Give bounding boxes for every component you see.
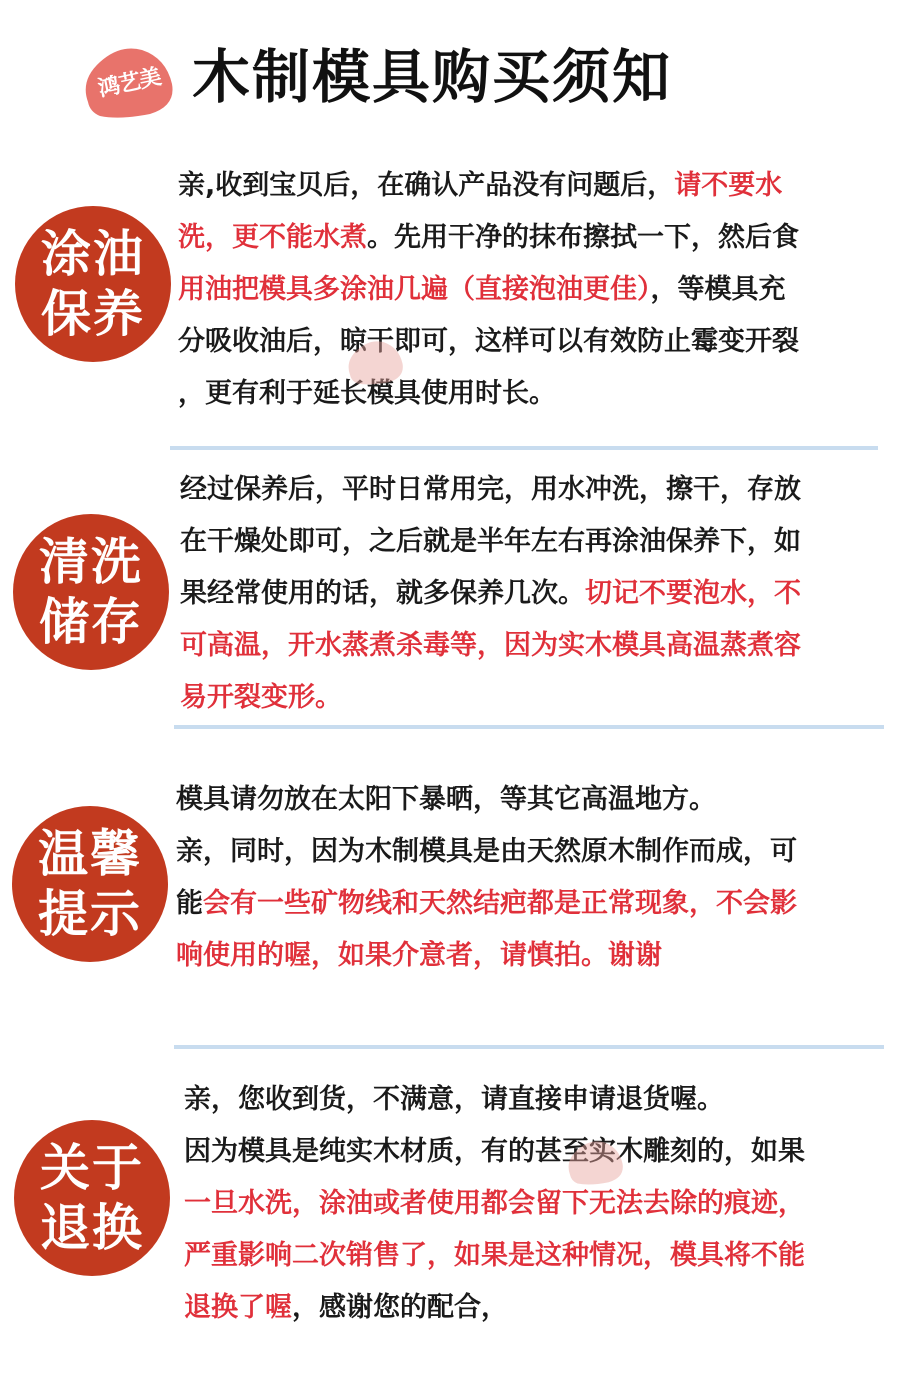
text-run: 果经常使用的话，就多保养几次。 [180, 578, 585, 609]
watermark-logo [565, 1135, 625, 1187]
badge-line: 清洗 [39, 533, 143, 591]
text-run-highlight: 会有一些矿物线和天然结疤都是正常现象，不会影 [203, 888, 797, 919]
text-run: 亲,收到宝贝后，在确认产品没有问题后， [178, 170, 675, 201]
section-divider [174, 1045, 884, 1049]
section-text-returns [184, 1074, 890, 1334]
text-line [178, 212, 888, 264]
badge-oil-care [15, 206, 171, 362]
text-line [178, 264, 888, 316]
text-run-highlight: 请不要水 [674, 170, 783, 201]
text-line [180, 568, 890, 620]
text-line [184, 1282, 890, 1334]
badge-line: 涂油 [41, 225, 145, 283]
badge-tips [12, 806, 168, 962]
text-run-highlight: 可高温，开水蒸煮杀毒等，因为实木模具高温蒸煮容 [180, 630, 801, 661]
text-run-highlight: 响使用的喔，如果介意者，请慎拍。谢谢 [176, 940, 662, 971]
text-run-highlight: 退换了喔 [184, 1292, 292, 1323]
text-line [184, 1074, 890, 1126]
page-title: 木制模具购买须知 [192, 43, 673, 111]
badge-clean-storage [13, 514, 169, 670]
text-run-highlight: 严重影响二次销售了，如果是这种情况，模具将不能 [184, 1240, 805, 1271]
text-line [180, 672, 890, 724]
text-run: 因为模具是纯实木材质，有的甚至实木雕刻的，如果 [184, 1136, 805, 1167]
text-run-highlight: 易开裂变形。 [180, 682, 342, 713]
text-line [178, 316, 888, 368]
badge-returns [14, 1120, 170, 1276]
brand-logo-text: 鸿艺美 [95, 64, 163, 103]
text-line [180, 516, 890, 568]
text-run: ，更有利于延长模具使用时长。 [178, 378, 556, 409]
badge-line: 储存 [39, 593, 143, 651]
text-line [184, 1230, 890, 1282]
section-divider [174, 725, 884, 729]
text-run: ，感谢您的配合， [292, 1292, 508, 1323]
section-text-tips [176, 774, 890, 982]
text-run: 经过保养后，平时日常用完，用水冲洗，擦干，存放 [180, 474, 801, 505]
text-run: 亲，您收到货，不满意，请直接申请退货喔。 [184, 1084, 724, 1115]
text-run: 在干燥处即可，之后就是半年左右再涂油保养下，如 [180, 526, 801, 557]
text-line [176, 774, 890, 826]
text-run-highlight: 用油把模具多涂油几遍（直接泡油更佳） [178, 274, 651, 305]
section-text-clean-storage [180, 464, 890, 724]
text-run-highlight: 洗，更不能水煮 [178, 222, 367, 253]
section-divider [170, 446, 878, 450]
text-line [176, 878, 890, 930]
text-run-highlight: 切记不要泡水，不 [585, 578, 801, 609]
text-line [180, 464, 890, 516]
section-text-oil-care [178, 160, 888, 420]
text-line [184, 1178, 890, 1230]
text-run: ，等模具充 [650, 274, 786, 305]
text-run: 模具请勿放在太阳下暴晒，等其它高温地方。 [176, 784, 716, 815]
text-run: 分吸收油后，晾干即可，这样可以有效防止霉变开裂 [178, 326, 799, 357]
text-line [178, 160, 888, 212]
text-run: 能 [176, 888, 203, 919]
text-line [184, 1126, 890, 1178]
text-run: 亲，同时，因为木制模具是由天然原木制作而成，可 [176, 836, 797, 867]
text-line [180, 620, 890, 672]
badge-line: 关于 [40, 1139, 144, 1197]
badge-line: 温馨 [38, 825, 142, 883]
watermark-logo [345, 335, 405, 387]
badge-line: 退换 [40, 1199, 144, 1257]
badge-line: 提示 [38, 885, 142, 943]
text-run-highlight: 一旦水洗，涂油或者使用都会留下无法去除的痕迹， [184, 1188, 805, 1219]
text-line [176, 826, 890, 878]
text-run: 。先用干净的抹布擦拭一下，然后食 [367, 222, 799, 253]
badge-line: 保养 [41, 285, 145, 343]
text-line [178, 368, 888, 420]
text-line [176, 930, 890, 982]
